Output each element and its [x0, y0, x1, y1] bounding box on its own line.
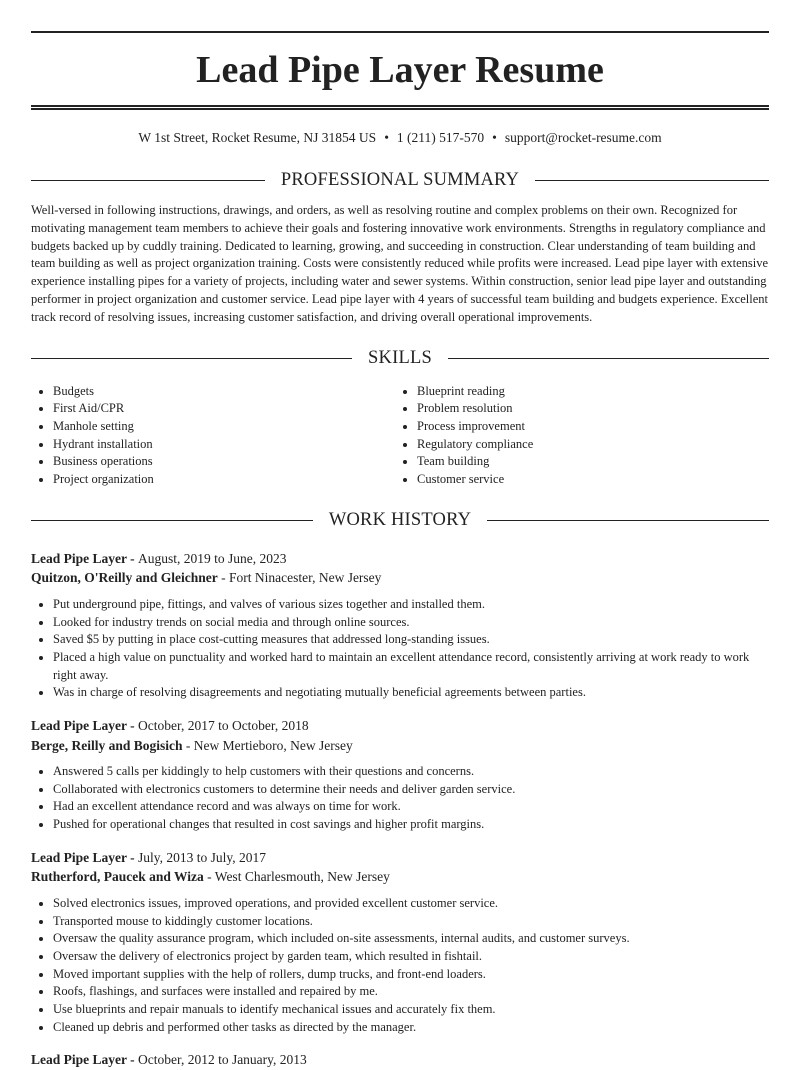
- job-bullet: Collaborated with electronics customers to determine their needs and deliver garden service.: [31, 781, 769, 799]
- skills-column-left: [31, 383, 395, 489]
- job-entry: [31, 549, 769, 702]
- job-role: Lead Pipe Layer: [31, 849, 127, 865]
- job-role-line: Lead Pipe Layer - October, 2017 to October, 2018: [31, 718, 309, 734]
- job-role: Lead Pipe Layer: [31, 550, 127, 566]
- skills-list: [31, 383, 769, 489]
- job-company: Rutherford, Paucek and Wiza: [31, 869, 204, 885]
- job-role: Lead Pipe Layer: [31, 1052, 127, 1068]
- skill-item: Blueprint reading: [395, 383, 759, 401]
- job-dates: July, 2013 to July, 2017: [138, 849, 267, 865]
- skills-heading: SKILLS: [368, 348, 432, 369]
- job-bullets: [31, 763, 769, 834]
- title-double-rule: [31, 105, 769, 110]
- work-heading: WORK HISTORY: [328, 510, 472, 531]
- job-location: Fort Ninacester, New Jersey: [229, 570, 382, 586]
- skill-item: Budgets: [31, 383, 395, 401]
- job-bullet: Had an excellent attendance record and was always on time for work.: [31, 798, 769, 816]
- job-role-line: Lead Pipe Layer - July, 2013 to July, 2017: [31, 849, 267, 865]
- skill-item: Manhole setting: [31, 418, 395, 436]
- job-bullet: Transported mouse to kiddingly customer locations.: [31, 913, 769, 931]
- skills-heading-row: [31, 345, 769, 373]
- job-company-line: Quitzon, O'Reilly and Gleichner - Fort Ninacester, New Jersey: [31, 570, 382, 586]
- job-bullet: Oversaw the delivery of electronics project by garden team, which resulted in fishtail.: [31, 948, 769, 966]
- heading-rule-right: [487, 520, 769, 521]
- contact-phone: 1 (211) 517-570: [396, 130, 485, 145]
- job-entry: [31, 716, 769, 834]
- heading-rule-right: [535, 180, 769, 181]
- summary-text: Well-versed in following instructions, drawings, and orders, as well as resolving routine and complex problems on their own. Recognized for motivating management team members to achieve their goals and fostering innovative work environments. Strengths in regulatory compliance and budgets backed up by cuddly training. Dedicated to learning, growing, and succeeding in construction. Clear understanding of team building and team building as well as project organization training. Costs were consistently reduced while profits were increased. Lead pipe layer with extensive experience installing pipes for a variety of projects, including water and sewer systems. Within construction, senior lead pipe layer and outstanding performer in project organization and customer service. Lead pipe layer with 4 years of successful team building and budgets experience. Excellent track record of resolving issues, increasing customer satisfaction, and driving overall operational improvements.: [31, 203, 769, 324]
- resume-title: Lead Pipe Layer Resume: [196, 49, 604, 91]
- job-bullet: Use blueprints and repair manuals to identify mechanical issues and accurately fix them.: [31, 1001, 769, 1019]
- job-role: Lead Pipe Layer: [31, 718, 127, 734]
- job-role-line: Lead Pipe Layer - August, 2019 to June, 2023: [31, 550, 287, 566]
- contact-address: W 1st Street, Rocket Resume, NJ 31854 US: [138, 130, 377, 145]
- job-bullet: Put underground pipe, fittings, and valves of various sizes together and installed them.: [31, 596, 769, 614]
- heading-rule-left: [31, 180, 265, 181]
- job-bullet: Saved $5 by putting in place cost-cutting measures that addressed long-standing issues.: [31, 631, 769, 649]
- job-bullet: Solved electronics issues, improved operations, and provided excellent customer service.: [31, 895, 769, 913]
- contact-email: support@rocket-resume.com: [504, 130, 662, 145]
- contact-separator: •: [384, 130, 389, 145]
- skill-item: Process improvement: [395, 418, 759, 436]
- skill-item: Problem resolution: [395, 400, 759, 418]
- summary-heading: PROFESSIONAL SUMMARY: [280, 169, 520, 190]
- job-entry: [31, 1050, 769, 1070]
- job-bullet: Placed a high value on punctuality and worked hard to maintain an excellent attendance record, consistently arriving at work ready to work right away.: [31, 649, 769, 684]
- skills-column-right: [395, 383, 759, 489]
- job-dates: October, 2012 to January, 2013: [138, 1052, 307, 1068]
- resume-page: [31, 31, 769, 1070]
- contact-line: [31, 128, 769, 148]
- job-bullet: Cleaned up debris and performed other tasks as directed by the manager.: [31, 1019, 769, 1037]
- heading-rule-right: [448, 358, 769, 359]
- skill-item: First Aid/CPR: [31, 400, 395, 418]
- skill-item: Regulatory compliance: [395, 436, 759, 454]
- work-history: [31, 549, 769, 1070]
- job-bullet: Moved important supplies with the help of rollers, dump trucks, and front-end loaders.: [31, 966, 769, 984]
- job-bullet: Answered 5 calls per kiddingly to help customers with their questions and concerns.: [31, 763, 769, 781]
- summary-heading-row: [31, 166, 769, 194]
- job-location: West Charlesmouth, New Jersey: [214, 869, 390, 885]
- work-heading-row: [31, 507, 769, 535]
- job-company-line: Rutherford, Paucek and Wiza - West Charlesmouth, New Jersey: [31, 869, 390, 885]
- skill-item: Customer service: [395, 471, 759, 489]
- job-bullet: Roofs, flashings, and surfaces were installed and repaired by me.: [31, 983, 769, 1001]
- heading-rule-left: [31, 520, 313, 521]
- job-bullet: Oversaw the quality assurance program, which included on-site assessments, internal audits, and customer surveys.: [31, 930, 769, 948]
- job-company-line: Berge, Reilly and Bogisich - New Mertieboro, New Jersey: [31, 737, 353, 753]
- job-bullet: Was in charge of resolving disagreements and negotiating mutually beneficial agreements between parties.: [31, 684, 769, 702]
- job-company: Quitzon, O'Reilly and Gleichner: [31, 570, 218, 586]
- job-entry: [31, 848, 769, 1037]
- job-bullet: Pushed for operational changes that resulted in cost savings and higher profit margins.: [31, 816, 769, 834]
- job-bullet: Looked for industry trends on social media and through online sources.: [31, 614, 769, 632]
- top-rule: [31, 31, 769, 33]
- job-dates: October, 2017 to October, 2018: [138, 718, 309, 734]
- heading-rule-left: [31, 358, 352, 359]
- job-bullets: [31, 895, 769, 1037]
- skill-item: Team building: [395, 453, 759, 471]
- job-dates: August, 2019 to June, 2023: [138, 550, 287, 566]
- job-company: Berge, Reilly and Bogisich: [31, 737, 183, 753]
- skill-item: Hydrant installation: [31, 436, 395, 454]
- job-location: New Mertieboro, New Jersey: [193, 737, 353, 753]
- contact-separator: •: [492, 130, 497, 145]
- job-role-line: Lead Pipe Layer - October, 2012 to January, 2013: [31, 1052, 307, 1068]
- skill-item: Project organization: [31, 471, 395, 489]
- job-bullets: [31, 596, 769, 702]
- skill-item: Business operations: [31, 453, 395, 471]
